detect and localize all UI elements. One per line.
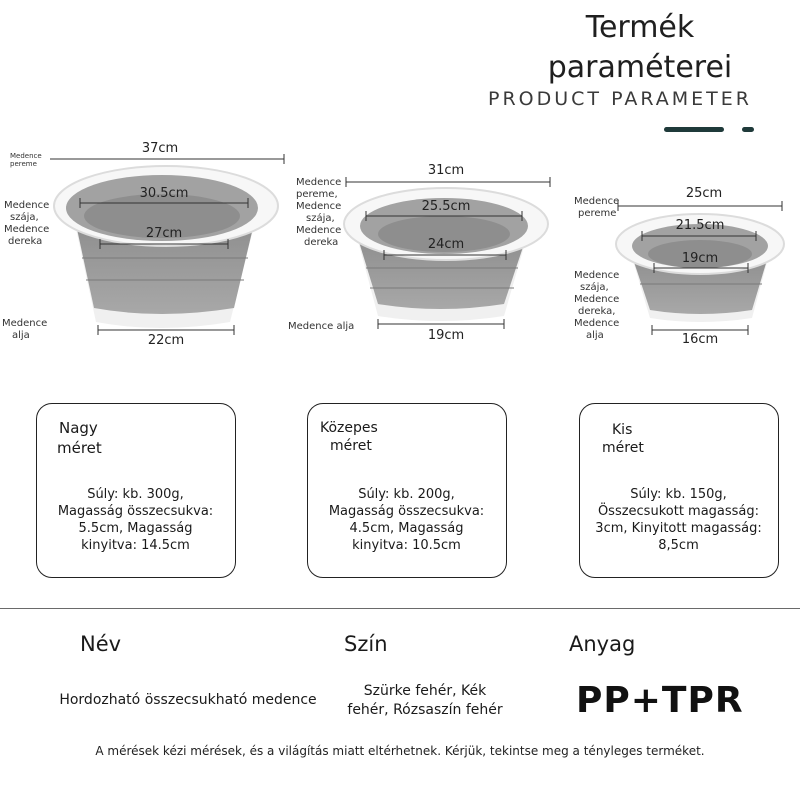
medium-mouth-width: 25.5cm — [421, 199, 471, 214]
color-label: Szín — [344, 632, 388, 656]
card-specs — [37, 486, 234, 554]
label-line: Medence — [574, 270, 620, 281]
spec-line: Súly: kb. 300g, — [87, 487, 184, 502]
label-line: pereme — [578, 208, 617, 219]
size-card-small — [579, 403, 779, 578]
spec-line: kinyitva: 14.5cm — [81, 538, 190, 553]
size-card-medium — [307, 403, 507, 578]
label-line: szája, — [580, 282, 609, 293]
color-value — [330, 682, 520, 720]
label-line: dereka — [8, 236, 43, 247]
spec-line: Magasság összecsukva: — [57, 504, 214, 519]
label-line: Medence — [296, 201, 342, 212]
label-line: Medence — [4, 224, 50, 235]
medium-top-labels — [296, 177, 356, 249]
material-value: PP+TPR — [576, 680, 744, 721]
label-line: szája, — [306, 213, 335, 224]
label-line: Medence — [574, 294, 620, 305]
large-mouth-width: 30.5cm — [139, 186, 189, 201]
small-rim-labels — [574, 196, 634, 220]
small-mouth-width: 21.5cm — [675, 218, 725, 233]
large-rim-label: Medence pereme — [10, 152, 42, 168]
subtitle: PRODUCT PARAMETER — [488, 88, 752, 110]
label-line: dereka — [304, 237, 339, 248]
spec-line: 8,5cm — [658, 538, 699, 553]
spec-line: Súly: kb. 150g, — [630, 487, 727, 502]
medium-rim-width: 31cm — [427, 163, 465, 178]
large-rim-width: 37cm — [141, 141, 179, 156]
card-specs — [580, 486, 777, 554]
small-bottom-width: 16cm — [681, 332, 719, 347]
spec-line: 4.5cm, Magasság — [349, 521, 464, 536]
medium-bottom-label: Medence alja — [288, 321, 355, 332]
label-line: Medence — [296, 177, 342, 188]
label-line: Medence — [2, 318, 48, 329]
label-line: Medence — [574, 318, 620, 329]
label-line: dereka, — [578, 306, 616, 317]
large-bottom-labels — [2, 318, 62, 342]
spec-line: Magasság összecsukva: — [328, 504, 485, 519]
card-size-line-1: Kis — [612, 422, 633, 438]
card-size-line-2: méret — [330, 438, 372, 454]
medium-waist-width: 24cm — [427, 237, 465, 252]
card-size-line-1: Nagy — [59, 419, 98, 437]
spec-line: kinyitva: 10.5cm — [352, 538, 461, 553]
large-waist-width: 27cm — [145, 226, 183, 241]
label-line: alja — [12, 330, 30, 341]
small-lower-labels — [574, 270, 634, 342]
title-line-2: paraméterei — [547, 50, 733, 85]
material-label: Anyag — [569, 632, 636, 656]
large-bottom-width: 22cm — [147, 333, 185, 348]
spec-line: 3cm, Kinyitott magasság: — [595, 521, 762, 536]
spec-line: 5.5cm, Magasság — [78, 521, 193, 536]
color-value-line: Szürke fehér, Kék — [363, 683, 487, 699]
name-label: Név — [80, 632, 122, 656]
small-waist-width: 19cm — [681, 251, 719, 266]
card-size-line-2: méret — [602, 440, 644, 456]
label-line: szája, — [10, 212, 39, 223]
color-value-line: fehér, Rózsaszín fehér — [347, 702, 503, 718]
disclaimer: A mérések kézi mérések, és a világítás miatt eltérhetnek. Kérjük, tekintse meg a tényleges terméket. — [95, 744, 705, 758]
large-mid-labels — [4, 200, 64, 248]
card-size-line-2: méret — [57, 439, 102, 457]
label-line: alja — [586, 330, 604, 341]
label-line: Medence — [296, 225, 342, 236]
label-line: Medence — [574, 196, 620, 207]
card-size-line-1: Közepes — [320, 420, 378, 436]
spec-line: Összecsukott magasság: — [597, 504, 760, 519]
label-line: Medence — [4, 200, 50, 211]
size-card-large — [36, 403, 236, 578]
card-specs — [308, 486, 505, 554]
label-line: pereme, — [296, 189, 338, 200]
medium-bottom-width: 19cm — [427, 328, 465, 343]
section-divider — [0, 608, 800, 609]
spec-line: Súly: kb. 200g, — [358, 487, 455, 502]
name-value: Hordozható összecsukható medence — [59, 692, 317, 708]
title-line-1: Termék — [585, 10, 695, 45]
small-rim-width: 25cm — [685, 186, 723, 201]
